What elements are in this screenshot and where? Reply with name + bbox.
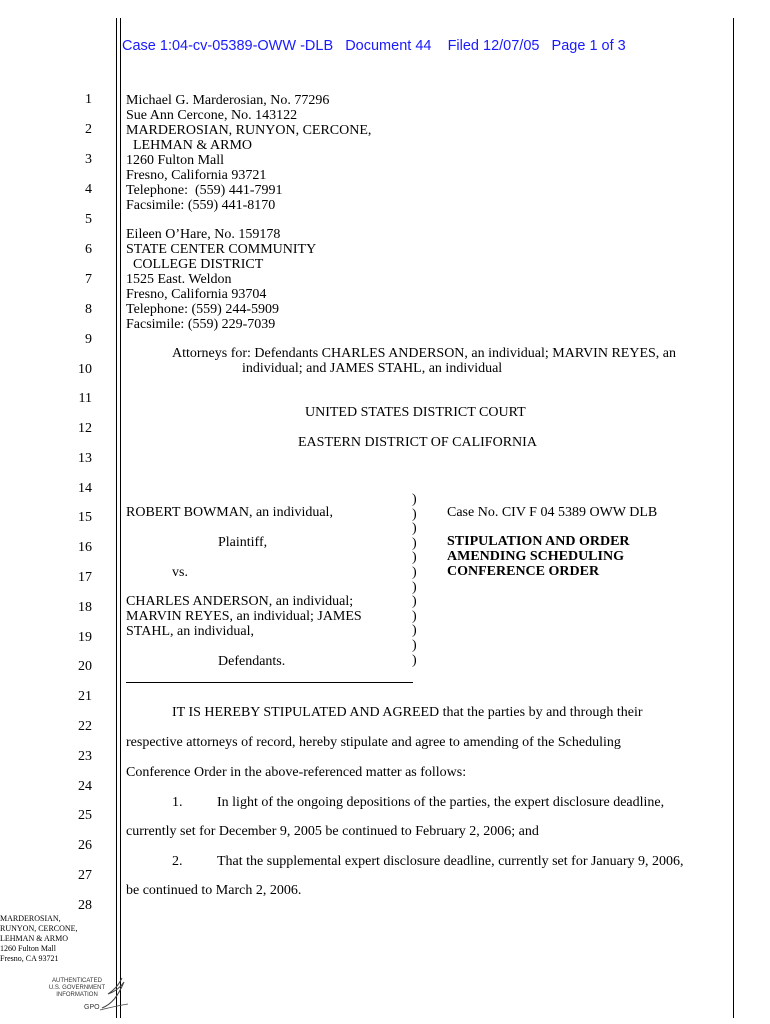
case-header: Case 1:04-cv-05389-OWW -DLB Document 44 Filed 12/07/05 Page 1 of 3 — [122, 38, 626, 54]
line-number: 14 — [78, 481, 92, 496]
court-district: EASTERN DISTRICT OF CALIFORNIA — [298, 435, 537, 450]
attorney-line: COLLEGE DISTRICT — [126, 257, 264, 272]
caption-parentheses: ) ) ) ) ) ) ) ) ) ) ) ) — [412, 492, 417, 668]
defendant-line: STAHL, an individual, — [126, 624, 254, 639]
line-number: 7 — [85, 272, 92, 287]
line-number: 24 — [78, 779, 92, 794]
line-number: 3 — [85, 152, 92, 167]
attorney-line: 1260 Fulton Mall — [126, 153, 225, 168]
attorney-line: Facsimile: (559) 229-7039 — [126, 317, 276, 332]
line-number: 9 — [85, 332, 92, 347]
caption-rule — [126, 682, 413, 683]
body-line: That the supplemental expert disclosure deadline, currently set for January 9, 2006, — [217, 854, 684, 869]
line-number: 15 — [78, 510, 92, 525]
defendants-role: Defendants. — [218, 654, 286, 669]
line-number: 11 — [78, 391, 92, 406]
attorney-line: Fresno, California 93704 — [126, 287, 267, 302]
attorney-line: Facsimile: (559) 441-8170 — [126, 198, 276, 213]
line-number: 28 — [78, 898, 92, 913]
footer-firm-address: MARDEROSIAN, RUNYON, CERCONE, LEHMAN & ARMO 1260 Fulton Mall Fresno, CA 93721 — [0, 914, 78, 963]
case-number: Case No. CIV F 04 5389 OWW DLB — [447, 505, 658, 520]
attorneys-for-line: Attorneys for: Defendants CHARLES ANDERSON, an individual; MARVIN REYES, an — [172, 346, 677, 361]
attorney-line: Fresno, California 93721 — [126, 168, 267, 183]
line-number: 18 — [78, 600, 92, 615]
body-line: In light of the ongoing depositions of the parties, the expert disclosure deadline, — [217, 795, 665, 810]
attorney-line: MARDEROSIAN, RUNYON, CERCONE, — [126, 123, 372, 138]
right-margin-line — [733, 18, 734, 1018]
gpo-authentication-seal — [42, 974, 132, 1014]
body-line: Conference Order in the above-referenced matter as follows: — [126, 765, 467, 780]
document-title-line: STIPULATION AND ORDER — [447, 534, 630, 549]
document-title-line: AMENDING SCHEDULING — [447, 549, 624, 564]
attorney-line: Eileen O’Hare, No. 159178 — [126, 227, 281, 242]
body-line: respective attorneys of record, hereby stipulate and agree to amending of the Scheduling — [126, 735, 621, 750]
attorney-line: Michael G. Marderosian, No. 77296 — [126, 93, 330, 108]
attorney-line: LEHMAN & ARMO — [126, 138, 253, 153]
line-number: 4 — [85, 182, 92, 197]
body-line: IT IS HEREBY STIPULATED AND AGREED that the parties by and through their — [172, 705, 643, 720]
line-number: 23 — [78, 749, 92, 764]
attorney-line: Telephone: (559) 441-7991 — [126, 183, 283, 198]
line-number: 20 — [78, 659, 92, 674]
item-number: 1. — [172, 795, 183, 810]
line-number: 5 — [85, 212, 92, 227]
gpo-seal-text: AUTHENTICATED U.S. GOVERNMENT INFORMATION — [48, 978, 106, 998]
body-line: be continued to March 2, 2006. — [126, 883, 302, 898]
plaintiff-role: Plaintiff, — [218, 535, 268, 550]
line-number: 1 — [85, 92, 92, 107]
document-title-line: CONFERENCE ORDER — [447, 564, 600, 579]
defendant-line: MARVIN REYES, an individual; JAMES — [126, 609, 362, 624]
line-number: 22 — [78, 719, 92, 734]
attorneys-for-line: individual; and JAMES STAHL, an individual — [172, 361, 503, 376]
plaintiff-name: ROBERT BOWMAN, an individual, — [126, 505, 333, 520]
left-margin-line-outer — [116, 18, 117, 1018]
defendant-line: CHARLES ANDERSON, an individual; — [126, 594, 354, 609]
line-number: 12 — [78, 421, 92, 436]
line-number: 8 — [85, 302, 92, 317]
line-number: 25 — [78, 808, 92, 823]
attorney-line: 1525 East. Weldon — [126, 272, 232, 287]
attorney-line: Telephone: (559) 244-5909 — [126, 302, 279, 317]
attorney-line: Sue Ann Cercone, No. 143122 — [126, 108, 298, 123]
line-number: 27 — [78, 868, 92, 883]
line-number: 6 — [85, 242, 92, 257]
line-number: 17 — [78, 570, 92, 585]
body-line: currently set for December 9, 2005 be continued to February 2, 2006; and — [126, 824, 539, 839]
line-number: 19 — [78, 630, 92, 645]
line-number: 13 — [78, 451, 92, 466]
line-number: 16 — [78, 540, 92, 555]
gpo-seal-label: GPO — [84, 1004, 100, 1011]
item-number: 2. — [172, 854, 183, 869]
line-number: 26 — [78, 838, 92, 853]
eagle-icon — [42, 974, 132, 1014]
line-number: 21 — [78, 689, 92, 704]
attorney-line: STATE CENTER COMMUNITY — [126, 242, 317, 257]
versus: vs. — [172, 565, 188, 580]
court-name: UNITED STATES DISTRICT COURT — [305, 405, 526, 420]
left-margin-line-inner — [120, 18, 121, 1018]
line-number: 2 — [85, 122, 92, 137]
line-number: 10 — [78, 362, 92, 377]
